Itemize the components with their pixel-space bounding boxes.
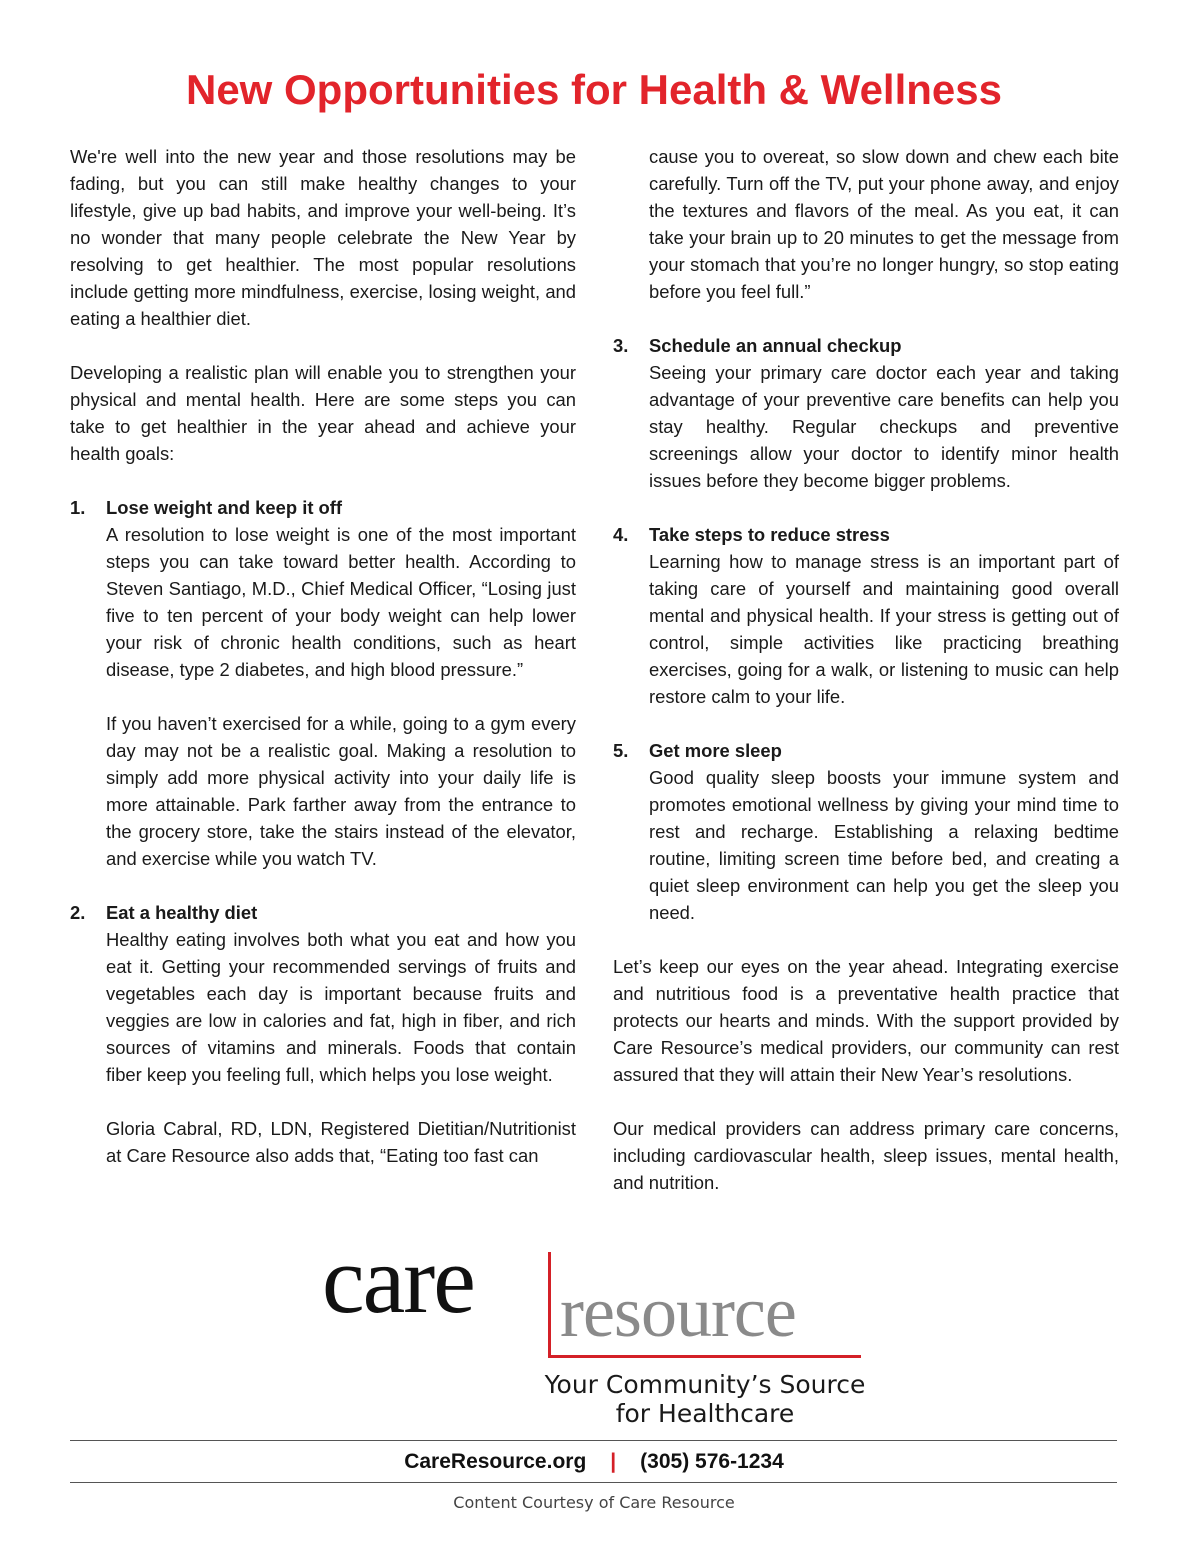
list-number: 1.	[70, 497, 86, 518]
logo-tagline	[530, 1370, 880, 1428]
list-paragraph: Healthy eating involves both what you eat and how you eat it. Getting your recommended servings of fruits and vegetables each day is important because fruits and veggies are low in calories and fat, high in fiber, and rich sources of vitamins and minerals. Foods that contain fiber keep you feeling full, which helps you lose weight.	[106, 929, 576, 1085]
list-item-2	[70, 899, 576, 1169]
closing-paragraph-1: Let’s keep our eyes on the year ahead. Integrating exercise and nutritious food is a preventative health practice that protects our hearts and minds. With the support provided by Care Resource’s medical providers, our community can rest assured that they will attain their New Year’s resolutions.	[613, 956, 1119, 1085]
list-number: 2.	[70, 902, 86, 923]
list-paragraph: Learning how to manage stress is an important part of taking care of yourself and maintaining good overall mental and physical health. If your stress is getting out of control, simple activities like practicing breathing exercises, going for a walk, or listening to music can help restore calm to your life.	[649, 551, 1119, 707]
contact-line	[0, 1448, 1188, 1476]
list-paragraph: Good quality sleep boosts your immune system and promotes emotional wellness by giving your mind time to rest and recharge. Establishing a relaxing bedtime routine, limiting screen time before bed, and creating a quiet sleep environment can help you get the sleep you need.	[649, 767, 1119, 923]
list-item-4	[613, 521, 1119, 710]
list-item-2-continued: cause you to overeat, so slow down and chew each bite carefully. Turn off the TV, put your phone away, and enjoy the textures and flavors of the meal. As you eat, it can take your brain up to 20 minutes to get the message from your stomach that you’re no longer hungry, so stop eating before you feel full.”	[649, 146, 1119, 302]
logo-word-resource: resource	[560, 1272, 796, 1352]
list-paragraph: Gloria Cabral, RD, LDN, Registered Dietitian/Nutritionist at Care Resource also adds that, “Eating too fast can	[106, 1118, 576, 1166]
page-title: New Opportunities for Health & Wellness	[185, 66, 1002, 113]
tagline-line-2: for Healthcare	[615, 1399, 795, 1428]
website-text: CareResource.org	[404, 1450, 587, 1473]
list-heading: Take steps to reduce stress	[649, 524, 890, 545]
list-number: 3.	[613, 335, 629, 356]
logo-accent-horizontal-line	[548, 1355, 861, 1358]
intro-paragraph-1: We're well into the new year and those resolutions may be fading, but you can still make healthy changes to your lifestyle, give up bad habits, and improve your well-being. It’s no wonder that many people celebrate the New Year by resolving to get healthier. The most popular resolutions include getting more mindfulness, exercise, losing weight, and eating a healthier diet.	[70, 146, 576, 329]
tagline-line-1: Your Community’s Source	[544, 1370, 866, 1399]
contact-separator: |	[610, 1450, 617, 1473]
list-item-1	[70, 494, 576, 872]
list-item-3	[613, 332, 1119, 494]
intro-paragraph-2: Developing a realistic plan will enable you to strengthen your physical and mental health. Here are some steps you can take to get healthier in the year ahead and achieve your health goals:	[70, 362, 576, 464]
phone-number: (305) 576-1234	[640, 1450, 784, 1473]
list-heading: Eat a healthy diet	[106, 902, 258, 923]
list-heading: Schedule an annual checkup	[649, 335, 902, 356]
list-paragraph: A resolution to lose weight is one of the most important steps you can take toward better health. According to Steven Santiago, M.D., Chief Medical Officer, “Losing just five to ten percent of your body weight can help lower your risk of chronic health conditions, such as heart disease, type 2 diabetes, and high blood pressure.”	[106, 524, 576, 680]
list-item-5	[613, 737, 1119, 926]
footer-divider-top	[70, 1440, 1117, 1441]
list-heading: Lose weight and keep it off	[106, 497, 343, 518]
list-number: 5.	[613, 740, 629, 761]
logo-word-care: care	[322, 1226, 474, 1333]
closing-paragraph-2: Our medical providers can address primary care concerns, including cardiovascular health, sleep issues, mental health, and nutrition.	[613, 1118, 1119, 1193]
list-paragraph: Seeing your primary care doctor each year and taking advantage of your preventive care benefits can help you stay healthy. Regular checkups and preventive screenings allow your doctor to identify minor health issues before they become bigger problems.	[649, 362, 1119, 491]
list-heading: Get more sleep	[649, 740, 782, 761]
list-paragraph: If you haven’t exercised for a while, going to a gym every day may not be a realistic goal. Making a resolution to simply add more physical activity into your daily life is more attainable. Park farther away from the entrance to the grocery store, take the stairs instead of the elevator, and exercise while you watch TV.	[106, 713, 576, 869]
logo-accent-vertical-line	[548, 1252, 551, 1358]
left-column	[70, 143, 576, 1196]
footer-divider-bottom	[70, 1482, 1117, 1483]
content-courtesy: Content Courtesy of Care Resource	[453, 1493, 735, 1512]
list-number: 4.	[613, 524, 629, 545]
right-column	[613, 143, 1119, 1196]
